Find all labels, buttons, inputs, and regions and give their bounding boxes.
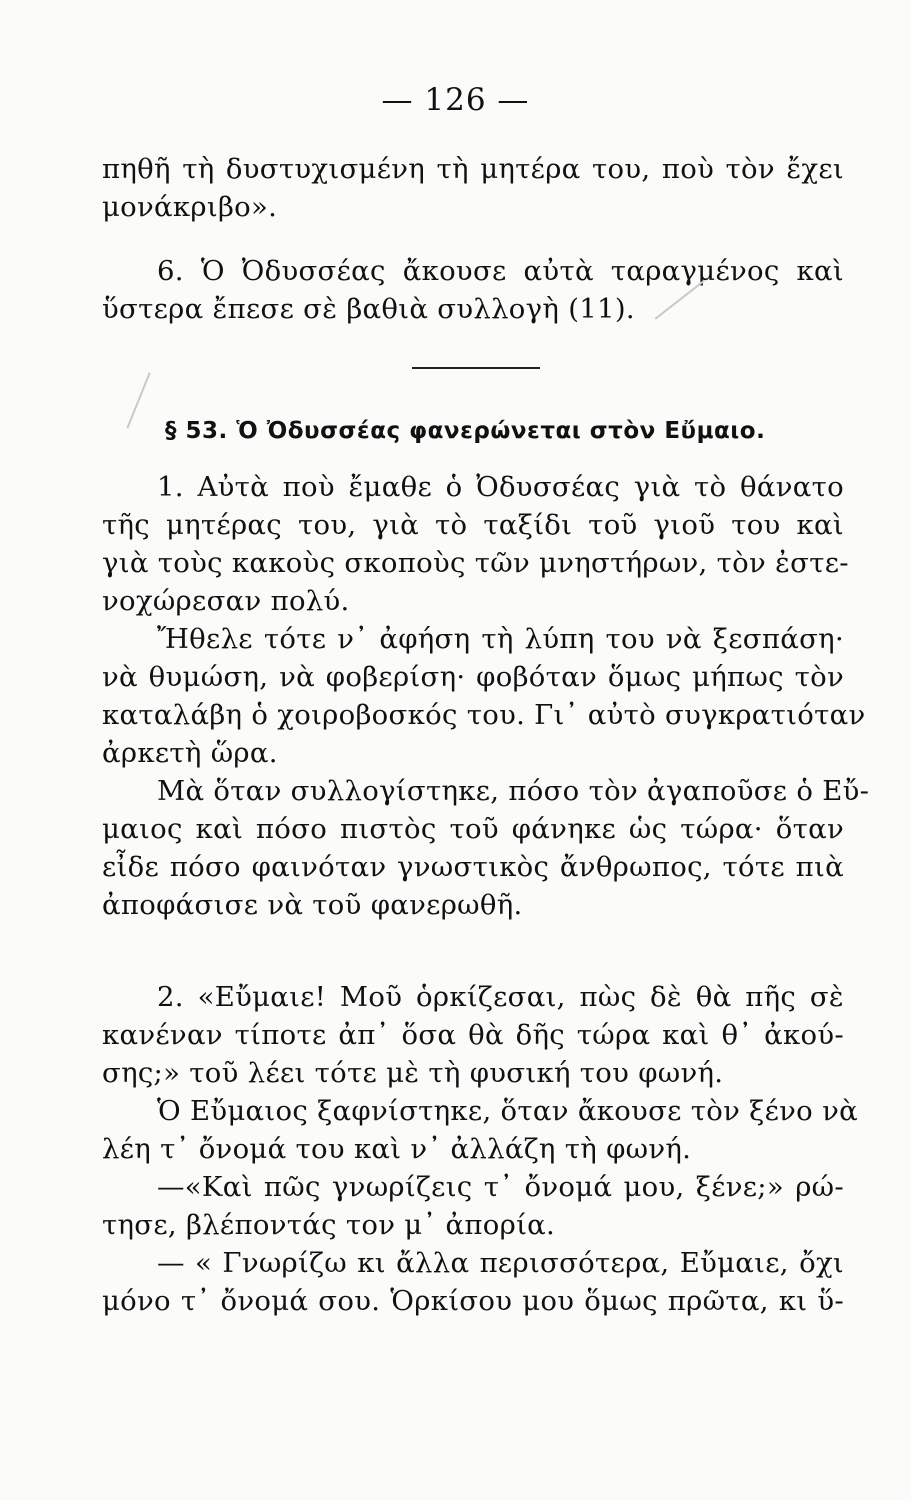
text-line: καταλάβη ὁ χοιροβοσκός του. Γι᾽ αὐτὸ συγκρατιόταν: [102, 699, 866, 731]
text-line: τῆς μητέρας του, γιὰ τὸ ταξίδι τοῦ γιοῦ του καὶ: [102, 509, 844, 541]
pencil-mark: [127, 372, 151, 428]
paragraph-section-2: [102, 978, 858, 1320]
text-line: εἶδε πόσο φαινόταν γνωστικὸς ἄνθρωπος, τότε πιὰ: [102, 851, 844, 883]
text-line: σης;» τοῦ λέει τότε μὲ τὴ φυσική του φωνή.: [102, 1057, 724, 1089]
text-line: κανέναν τίποτε ἀπ᾽ ὅσα θὰ δῆς τώρα καὶ θ᾽ ἀκού-: [102, 1019, 844, 1051]
text-line: λέη τ᾽ ὄνομά του καὶ ν᾽ ἀλλάζη τὴ φωνή.: [102, 1133, 692, 1165]
section-heading: § 53. Ὁ Ὀδυσσέας φανερώνεται στὸν Εὔμαιο.: [165, 418, 766, 444]
text-line: —«Καὶ πῶς γνωρίζεις τ᾽ ὄνομά μου, ξένε;» ρώ-: [157, 1171, 844, 1203]
text-line: μαιος καὶ πόσο πιστὸς τοῦ φάνηκε ὡς τώρα· ὅταν: [102, 813, 844, 845]
text-line: 1. Αὐτὰ ποὺ ἔμαθε ὁ Ὀδυσσέας γιὰ τὸ θάνατο: [157, 471, 844, 503]
text-line: τησε, βλέποντάς τον μ᾽ ἀπορία.: [102, 1209, 556, 1241]
paragraph-item-6: [102, 252, 844, 328]
text-line: νοχώρεσαν πολύ.: [102, 585, 350, 617]
text-line: 6. Ὁ Ὀδυσσέας ἄκουσε αὐτὰ ταραγμένος καὶ: [157, 255, 844, 287]
text-line: νὰ θυμώση, νὰ φοβερίση· φοβόταν ὅμως μήπως τὸν: [102, 661, 844, 693]
text-line: Ἤθελε τότε ν᾽ ἀφήση τὴ λύπη του νὰ ξεσπάση·: [157, 623, 844, 655]
text-line: γιὰ τοὺς κακοὺς σκοποὺς τῶν μνηστήρων, τὸν ἐστε-: [102, 547, 849, 579]
text-line: πηθῆ τὴ δυστυχισμένη τὴ μητέρα του, ποὺ τὸν ἔχει: [102, 153, 844, 185]
text-line: 2. «Εὔμαιε! Μοῦ ὁρκίζεσαι, πὼς δὲ θὰ πῆς σὲ: [157, 981, 844, 1013]
text-line: μόνο τ᾽ ὄνομά σου. Ὁρκίσου μου ὅμως πρῶτα, κι ὕ-: [102, 1285, 844, 1317]
text-line: Μὰ ὅταν συλλογίστηκε, πόσο τὸν ἀγαποῦσε ὁ Εὔ-: [157, 775, 870, 807]
text-line: μονάκριβο».: [102, 191, 278, 223]
paragraph-section-1: [102, 468, 870, 924]
paragraph-continuation: [102, 150, 844, 226]
text-line: Ὁ Εὔμαιος ξαφνίστηκε, ὅταν ἄκουσε τὸν ξένο νὰ: [157, 1095, 858, 1127]
text-line: — « Γνωρίζω κι ἄλλα περισσότερα, Εὔμαιε, ὄχι: [157, 1247, 844, 1279]
page-number: — 126 —: [381, 82, 530, 118]
text-line: ἀρκετὴ ὥρα.: [102, 737, 278, 769]
text-line: ἀποφάσισε νὰ τοῦ φανερωθῆ.: [102, 889, 523, 921]
section-divider: [412, 367, 540, 369]
text-line: ὕστερα ἔπεσε σὲ βαθιὰ συλλογὴ (11).: [102, 293, 635, 325]
